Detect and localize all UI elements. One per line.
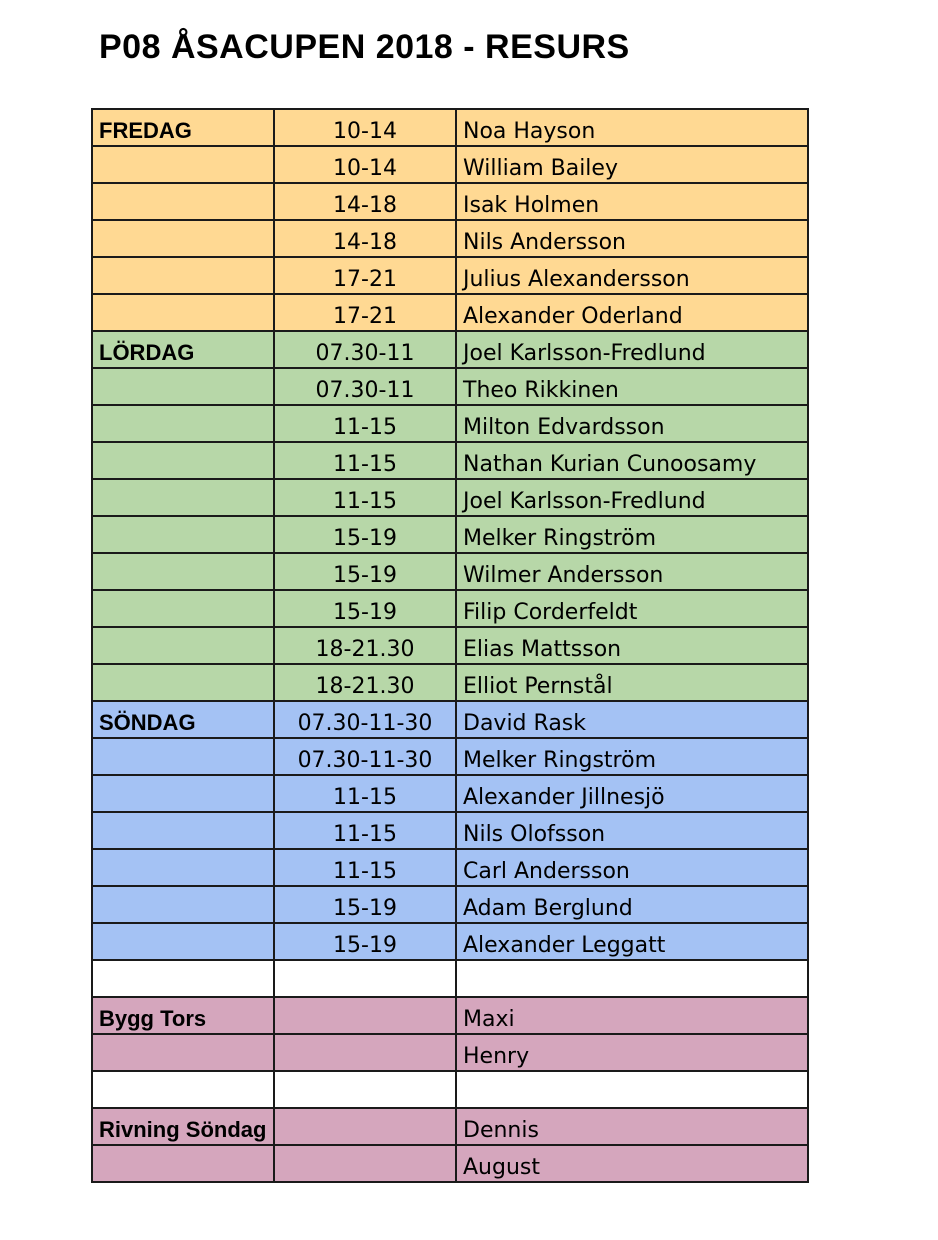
day-cell: [92, 738, 274, 775]
day-cell: [92, 886, 274, 923]
day-cell: [92, 368, 274, 405]
time-cell: [274, 1034, 456, 1071]
schedule-row: [92, 997, 808, 1034]
time-cell: 18-21.30: [274, 627, 456, 664]
person-name-cell: Joel Karlsson-Fredlund: [456, 479, 808, 516]
schedule-row: [92, 405, 808, 442]
time-cell: 18-21.30: [274, 664, 456, 701]
time-cell: 11-15: [274, 849, 456, 886]
day-cell: SÖNDAG: [92, 701, 274, 738]
schedule-row: [92, 294, 808, 331]
day-cell: [92, 146, 274, 183]
schedule-row: [92, 146, 808, 183]
person-name-cell: Wilmer Andersson: [456, 553, 808, 590]
day-cell: [92, 405, 274, 442]
schedule-row: [92, 479, 808, 516]
person-name-cell: Maxi: [456, 997, 808, 1034]
time-cell: 07.30-11: [274, 368, 456, 405]
person-name-cell: Henry: [456, 1034, 808, 1071]
person-name-cell: Nils Olofsson: [456, 812, 808, 849]
person-name-cell: David Rask: [456, 701, 808, 738]
schedule-row: [92, 664, 808, 701]
person-name-cell: Dennis: [456, 1108, 808, 1145]
person-name-cell: [456, 960, 808, 997]
schedule-row: [92, 553, 808, 590]
time-cell: 17-21: [274, 257, 456, 294]
schedule-row: [92, 1145, 808, 1182]
time-cell: 11-15: [274, 812, 456, 849]
schedule-row: [92, 442, 808, 479]
day-cell: [92, 1145, 274, 1182]
schedule-row: [92, 1034, 808, 1071]
schedule-row: [92, 109, 808, 146]
day-cell: [92, 553, 274, 590]
person-name-cell: Alexander Leggatt: [456, 923, 808, 960]
person-name-cell: Nils Andersson: [456, 220, 808, 257]
person-name-cell: Melker Ringström: [456, 738, 808, 775]
day-cell: [92, 960, 274, 997]
time-cell: [274, 1108, 456, 1145]
person-name-cell: Carl Andersson: [456, 849, 808, 886]
time-cell: 11-15: [274, 479, 456, 516]
time-cell: [274, 997, 456, 1034]
time-cell: 11-15: [274, 405, 456, 442]
schedule-row: [92, 220, 808, 257]
person-name-cell: August: [456, 1145, 808, 1182]
person-name-cell: William Bailey: [456, 146, 808, 183]
time-cell: 17-21: [274, 294, 456, 331]
day-cell: [92, 257, 274, 294]
schedule-row: [92, 183, 808, 220]
time-cell: 14-18: [274, 183, 456, 220]
time-cell: [274, 960, 456, 997]
time-cell: 07.30-11-30: [274, 701, 456, 738]
schedule-row: [92, 368, 808, 405]
schedule-row: [92, 923, 808, 960]
schedule-body: [92, 109, 808, 1182]
person-name-cell: Joel Karlsson-Fredlund: [456, 331, 808, 368]
time-cell: 14-18: [274, 220, 456, 257]
page-title: P08 ÅSACUPEN 2018 - RESURS: [99, 28, 630, 66]
schedule-row: [92, 590, 808, 627]
time-cell: 11-15: [274, 775, 456, 812]
day-cell: LÖRDAG: [92, 331, 274, 368]
time-cell: 15-19: [274, 553, 456, 590]
schedule-row: [92, 960, 808, 997]
person-name-cell: Alexander Jillnesjö: [456, 775, 808, 812]
schedule-row: [92, 738, 808, 775]
day-cell: FREDAG: [92, 109, 274, 146]
day-cell: [92, 775, 274, 812]
day-cell: [92, 812, 274, 849]
person-name-cell: Filip Corderfeldt: [456, 590, 808, 627]
schedule-row: [92, 331, 808, 368]
person-name-cell: Noa Hayson: [456, 109, 808, 146]
person-name-cell: Adam Berglund: [456, 886, 808, 923]
person-name-cell: Elliot Pernstål: [456, 664, 808, 701]
schedule-row: [92, 849, 808, 886]
person-name-cell: Melker Ringström: [456, 516, 808, 553]
person-name-cell: Theo Rikkinen: [456, 368, 808, 405]
person-name-cell: Alexander Oderland: [456, 294, 808, 331]
time-cell: 10-14: [274, 146, 456, 183]
time-cell: 07.30-11: [274, 331, 456, 368]
time-cell: [274, 1145, 456, 1182]
day-cell: Bygg Tors: [92, 997, 274, 1034]
schedule-row: [92, 257, 808, 294]
person-name-cell: Julius Alexandersson: [456, 257, 808, 294]
resource-schedule-table: [91, 108, 809, 1183]
day-cell: [92, 627, 274, 664]
person-name-cell: Elias Mattsson: [456, 627, 808, 664]
day-cell: [92, 664, 274, 701]
day-cell: [92, 220, 274, 257]
day-cell: [92, 923, 274, 960]
schedule-row: [92, 516, 808, 553]
time-cell: 10-14: [274, 109, 456, 146]
day-cell: [92, 1071, 274, 1108]
schedule-row: [92, 701, 808, 738]
person-name-cell: [456, 1071, 808, 1108]
day-cell: [92, 183, 274, 220]
person-name-cell: Milton Edvardsson: [456, 405, 808, 442]
day-cell: [92, 1034, 274, 1071]
day-cell: [92, 849, 274, 886]
day-cell: [92, 442, 274, 479]
time-cell: [274, 1071, 456, 1108]
day-cell: [92, 516, 274, 553]
time-cell: 11-15: [274, 442, 456, 479]
day-cell: Rivning Söndag: [92, 1108, 274, 1145]
schedule-row: [92, 775, 808, 812]
time-cell: 15-19: [274, 516, 456, 553]
day-cell: [92, 590, 274, 627]
day-cell: [92, 294, 274, 331]
day-cell: [92, 479, 274, 516]
schedule-row: [92, 1108, 808, 1145]
person-name-cell: Isak Holmen: [456, 183, 808, 220]
schedule-row: [92, 1071, 808, 1108]
time-cell: 15-19: [274, 886, 456, 923]
schedule-row: [92, 627, 808, 664]
time-cell: 15-19: [274, 590, 456, 627]
schedule-row: [92, 812, 808, 849]
person-name-cell: Nathan Kurian Cunoosamy: [456, 442, 808, 479]
time-cell: 07.30-11-30: [274, 738, 456, 775]
schedule-row: [92, 886, 808, 923]
time-cell: 15-19: [274, 923, 456, 960]
